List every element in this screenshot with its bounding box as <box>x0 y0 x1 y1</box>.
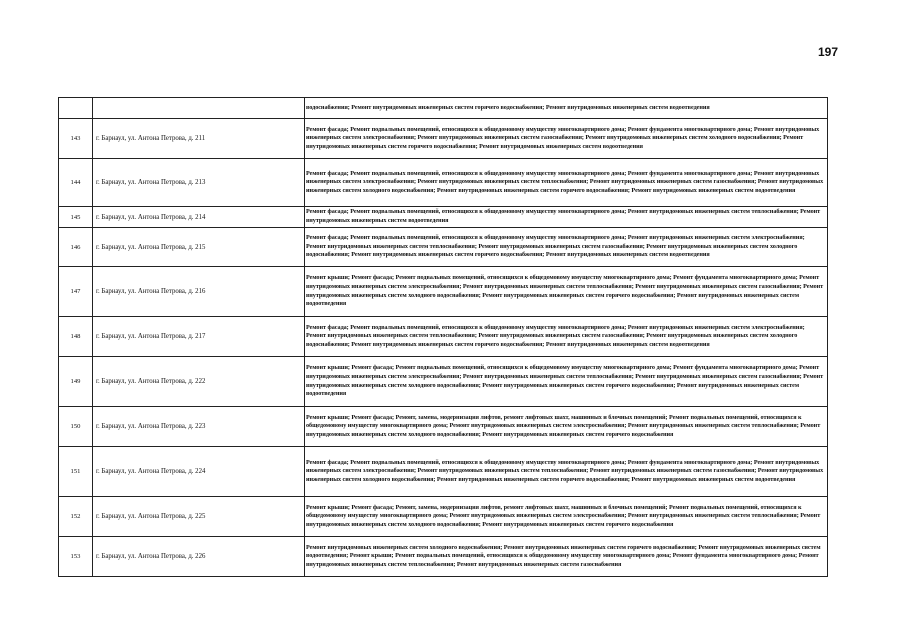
row-number-cell: 144 <box>59 159 93 207</box>
table-row <box>59 497 828 537</box>
address-cell <box>93 98 305 119</box>
address-text: г. Барнаул, ул. Антона Петрова, д. 222 <box>96 378 206 385</box>
table-row <box>59 228 828 267</box>
table-body <box>59 98 828 577</box>
works-cell: Ремонт крыши; Ремонт фасада; Ремонт, замена, модернизация лифтов, ремонт лифтовых шахт, машинных и блочных помещений; Ремонт подвальных помещений, относящихся к общедомовому имуществу многоквартирного дома; Ремонт внутридомовых инженерных систем электроснабжения; Ремонт внутридомовых инженерных систем теплоснабжения; Ремонт внутридомовых инженерных систем холодного водоснабжения; Ремонт внутридомовых инженерных систем горячего водоснабжения <box>305 407 828 447</box>
works-cell: Ремонт крыши; Ремонт фасада; Ремонт подвальных помещений, относящихся к общедомовому имуществу многоквартирного дома; Ремонт фундамента многоквартирного дома; Ремонт внутридомовых инженерных систем электроснабжения; Ремонт внутридомовых инженерных систем теплоснабжения; Ремонт внутридомовых инженерных систем газоснабжения; Ремонт внутридомовых инженерных систем холодного водоснабжения; Ремонт внутридомовых инженерных систем горячего водоснабжения; Ремонт внутридомовых инженерных систем водоотведения <box>305 357 828 407</box>
row-number-cell: 143 <box>59 119 93 159</box>
address-text: г. Барнаул, ул. Антона Петрова, д. 224 <box>96 468 206 475</box>
works-cell: Ремонт фасада; Ремонт подвальных помещений, относящихся к общедомовому имуществу многоквартирного дома; Ремонт внутридомовых инженерных систем электроснабжения; Ремонт внутридомовых инженерных систем теплоснабжения; Ремонт внутридомовых инженерных систем газоснабжения; Ремонт внутридомовых инженерных систем холодного водоснабжения; Ремонт внутридомовых инженерных систем горячего водоснабжения; Ремонт внутридомовых инженерных систем водоотведения <box>305 228 828 267</box>
table-row <box>59 159 828 207</box>
table-row <box>59 317 828 357</box>
address-text: г. Барнаул, ул. Антона Петрова, д. 225 <box>96 513 206 520</box>
address-text: г. Барнаул, ул. Антона Петрова, д. 216 <box>96 288 206 295</box>
works-cell: Ремонт крыши; Ремонт фасада; Ремонт подвальных помещений, относящихся к общедомовому имуществу многоквартирного дома; Ремонт фундамента многоквартирного дома; Ремонт внутридомовых инженерных систем электроснабжения; Ремонт внутридомовых инженерных систем теплоснабжения; Ремонт внутридомовых инженерных систем газоснабжения; Ремонт внутридомовых инженерных систем холодного водоснабжения; Ремонт внутридомовых инженерных систем горячего водоснабжения; Ремонт внутридомовых инженерных систем водоотведения <box>305 267 828 317</box>
table-row <box>59 447 828 497</box>
address-cell <box>93 407 305 447</box>
row-number-cell: 146 <box>59 228 93 267</box>
repair-works-table <box>58 97 828 577</box>
table-row <box>59 357 828 407</box>
table-row <box>59 98 828 119</box>
works-cell: водоснабжения; Ремонт внутридомовых инженерных систем горячего водоснабжения; Ремонт внутридомовых инженерных систем водоотведения <box>305 98 828 119</box>
works-cell: Ремонт внутридомовых инженерных систем холодного водоснабжения; Ремонт внутридомовых инженерных систем горячего водоснабжения; Ремонт внутридомовых инженерных систем водоотведения; Ремонт крыши; Ремонт подвальных помещений, относящихся к общедомовому имуществу многоквартирного дома; Ремонт фундамента многоквартирного дома; Ремонт внутридомовых инженерных систем теплоснабжения; Ремонт внутридомовых инженерных систем газоснабжения <box>305 537 828 577</box>
table-row <box>59 267 828 317</box>
works-cell: Ремонт фасада; Ремонт подвальных помещений, относящихся к общедомовому имуществу многоквартирного дома; Ремонт внутридомовых инженерных систем электроснабжения; Ремонт внутридомовых инженерных систем теплоснабжения; Ремонт внутридомовых инженерных систем газоснабжения; Ремонт внутридомовых инженерных систем холодного водоснабжения; Ремонт внутридомовых инженерных систем горячего водоснабжения; Ремонт внутридомовых инженерных систем водоотведения <box>305 317 828 357</box>
row-number-cell: 151 <box>59 447 93 497</box>
works-cell: Ремонт фасада; Ремонт подвальных помещений, относящихся к общедомовому имуществу многоквартирного дома; Ремонт фундамента многоквартирного дома; Ремонт внутридомовых инженерных систем электроснабжения; Ремонт внутридомовых инженерных систем теплоснабжения; Ремонт внутридомовых инженерных систем газоснабжения; Ремонт внутридомовых инженерных систем холодного водоснабжения; Ремонт внутридомовых инженерных систем горячего водоснабжения; Ремонт внутридомовых инженерных систем водоотведения <box>305 159 828 207</box>
works-cell: Ремонт фасада; Ремонт подвальных помещений, относящихся к общедомовому имуществу многоквартирного дома; Ремонт внутридомовых инженерных систем теплоснабжения; Ремонт внутридомовых инженерных систем водоотведения <box>305 207 828 228</box>
address-cell <box>93 447 305 497</box>
address-text: г. Барнаул, ул. Антона Петрова, д. 217 <box>96 333 206 340</box>
address-cell <box>93 537 305 577</box>
row-number-cell: 153 <box>59 537 93 577</box>
address-cell <box>93 207 305 228</box>
table-row <box>59 207 828 228</box>
works-cell: Ремонт фасада; Ремонт подвальных помещений, относящихся к общедомовому имуществу многоквартирного дома; Ремонт фундамента многоквартирного дома; Ремонт внутридомовых инженерных систем электроснабжения; Ремонт внутридомовых инженерных систем газоснабжения; Ремонт внутридомовых инженерных систем холодного водоснабжения; Ремонт внутридомовых инженерных систем горячего водоснабжения; Ремонт внутридомовых инженерных систем водоотведения <box>305 119 828 159</box>
address-text: г. Барнаул, ул. Антона Петрова, д. 223 <box>96 423 206 430</box>
address-text: г. Барнаул, ул. Антона Петрова, д. 213 <box>96 179 206 186</box>
works-cell: Ремонт фасада; Ремонт подвальных помещений, относящихся к общедомовому имуществу многоквартирного дома; Ремонт фундамента многоквартирного дома; Ремонт внутридомовых инженерных систем электроснабжения; Ремонт внутридомовых инженерных систем теплоснабжения; Ремонт внутридомовых инженерных систем газоснабжения; Ремонт внутридомовых инженерных систем холодного водоснабжения; Ремонт внутридомовых инженерных систем горячего водоснабжения; Ремонт внутридомовых инженерных систем водоотведения <box>305 447 828 497</box>
row-number-cell: 148 <box>59 317 93 357</box>
table-row <box>59 119 828 159</box>
row-number-cell: 147 <box>59 267 93 317</box>
row-number-cell: 150 <box>59 407 93 447</box>
address-cell <box>93 119 305 159</box>
address-cell <box>93 317 305 357</box>
row-number-cell <box>59 98 93 119</box>
address-cell <box>93 357 305 407</box>
address-cell <box>93 267 305 317</box>
row-number-cell: 149 <box>59 357 93 407</box>
row-number-cell: 152 <box>59 497 93 537</box>
address-text: г. Барнаул, ул. Антона Петрова, д. 226 <box>96 553 206 560</box>
address-cell <box>93 159 305 207</box>
works-cell: Ремонт крыши; Ремонт фасада; Ремонт, замена, модернизация лифтов, ремонт лифтовых шахт, машинных и блочных помещений; Ремонт подвальных помещений, относящихся к общедомовому имуществу многоквартирного дома; Ремонт внутридомовых инженерных систем электроснабжения; Ремонт внутридомовых инженерных систем теплоснабжения; Ремонт внутридомовых инженерных систем холодного водоснабжения; Ремонт внутридомовых инженерных систем горячего водоснабжения <box>305 497 828 537</box>
address-text: г. Барнаул, ул. Антона Петрова, д. 211 <box>96 135 206 142</box>
row-number-cell: 145 <box>59 207 93 228</box>
address-cell <box>93 228 305 267</box>
table-row <box>59 537 828 577</box>
address-cell <box>93 497 305 537</box>
address-text: г. Барнаул, ул. Антона Петрова, д. 215 <box>96 243 206 251</box>
table-row <box>59 407 828 447</box>
address-text: г. Барнаул, ул. Антона Петрова, д. 214 <box>96 213 206 221</box>
page-number: 197 <box>818 45 839 59</box>
